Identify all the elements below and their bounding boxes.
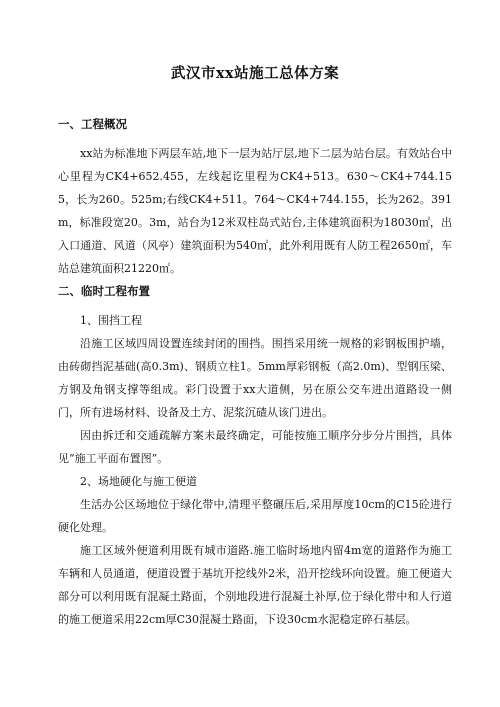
paragraph: xx站为标准地下两层车站,地下一层为站厅层,地下二层为站台层。有效站台中心里程为CK4+652.455，左线起讫里程为CK4+513。630～CK4+744.155，长为260。525m;右线CK4+511。764～CK4+744.155，长为262。391m，标准段宽20。3m，站台为12米双柱岛式站台,主体建筑面积为18030㎡，出入口通道、风道（风亭）建筑面积为540㎡，此外利用既有人防工程2650㎡，车站总建筑面积21220㎡。	[58, 147, 452, 275]
section-temporary-works	[58, 280, 452, 631]
section-heading: 一、工程概况	[58, 117, 127, 131]
subsection-heading: 1、围挡工程	[80, 314, 142, 327]
document-title: 武汉市xx站施工总体方案	[170, 65, 340, 82]
paragraph: 因由拆迁和交通疏解方案未最终确定，可能按施工顺序分步分片围挡，具体见“施工平面布置图”。	[58, 429, 452, 465]
section-heading: 二、临时工程布置	[58, 284, 150, 298]
section-project-overview	[58, 113, 452, 280]
paragraph: 施工区域外便道利用既有城市道路.施工临时场地内留4m宽的道路作为施工车辆和人员通道，便道设置于基坑开挖线外2米，沿开挖线环向设置。施工便道大部分可以利用既有混凝土路面，个别地段进行混凝土补厚,位于绿化带中和人行道的施工便道采用22cm厚C30混凝土路面，下设30cm水泥稳定碎石基层。	[58, 544, 452, 626]
paragraph: 沿施工区域四周设置连续封闭的围挡。围挡采用统一规格的彩钢板围护墙，由砖砌挡泥基础(高0.3m)、钢质立柱1。5mm厚彩钢板（高2.0m)、型钢压梁、方钢及角钢支撑等组成。彩门设置于xx大道侧，另在原公交车进出道路设一侧门，所有进场材料、设备及土方、泥浆沉碴从该门进出。	[58, 337, 452, 419]
subsection-site-hardening	[58, 470, 452, 631]
paragraph: 生活办公区场地位于绿化带中,清理平整碾压后,采用厚度10cm的C15砼进行硬化处理。	[58, 498, 452, 534]
subsection-heading: 2、场地硬化与施工便道	[80, 475, 197, 488]
subsection-hoarding	[58, 309, 452, 470]
